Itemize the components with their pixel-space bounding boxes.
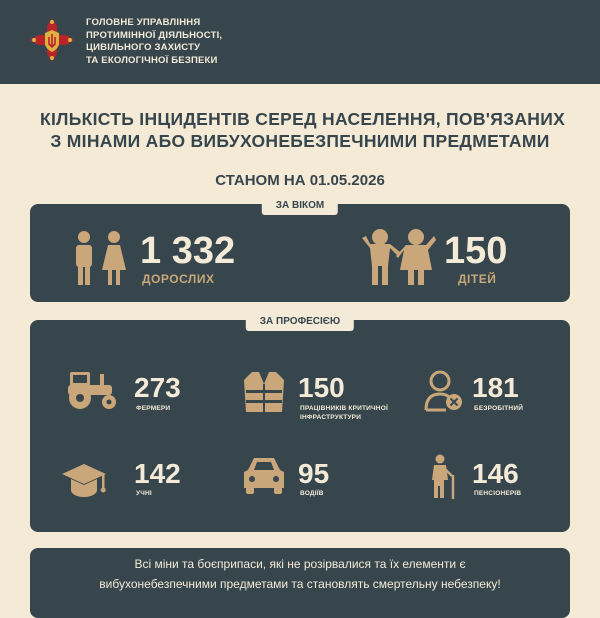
unemployed-label: БЕЗРОБІТНИЙ xyxy=(474,405,524,412)
children-icon xyxy=(360,228,436,286)
header-bar xyxy=(0,0,600,84)
drivers-count: 95 xyxy=(298,458,330,489)
org-line-4: ТА ЕКОЛОГІЧНОЇ БЕЗПЕКИ xyxy=(86,54,218,66)
students-label: УЧНІ xyxy=(136,490,152,497)
elderly-person-icon xyxy=(428,454,458,500)
students-count: 142 xyxy=(134,458,181,489)
age-section-label: ЗА ВІКОМ xyxy=(262,196,338,215)
organization-name xyxy=(86,17,222,67)
drivers-label: ВОДІЇВ xyxy=(300,490,324,497)
safety-vest-icon xyxy=(242,370,286,414)
date-label: СТАНОМ НА 01.05.2026 xyxy=(215,172,385,189)
adults-icon xyxy=(70,230,130,286)
org-line-2: ПРОТИМІННОЇ ДІЯЛЬНОСТІ, xyxy=(86,29,223,41)
adults-count: 1 332 xyxy=(140,230,236,272)
warning-note xyxy=(50,554,550,594)
farmers-count: 273 xyxy=(134,372,181,403)
pensioners-count: 146 xyxy=(472,458,519,489)
warning-panel xyxy=(30,548,570,618)
page-title xyxy=(40,108,566,152)
title-line-2: З МІНАМИ АБО ВИБУХОНЕБЕЗПЕЧНИМИ ПРЕДМЕТАМИ xyxy=(50,131,550,151)
infrastructure-label-line-2: ІНФРАСТРУКТУРИ xyxy=(300,414,362,421)
graduation-cap-icon xyxy=(60,460,108,500)
children-count: 150 xyxy=(444,230,508,272)
infrastructure-label-line-1: ПРАЦІВНИКІВ КРИТИЧНОЇ xyxy=(300,405,388,412)
tractor-icon xyxy=(64,368,120,410)
pensioners-label: ПЕНСІОНЕРІВ xyxy=(474,490,522,497)
infrastructure-count: 150 xyxy=(298,372,345,403)
age-panel xyxy=(30,200,570,302)
org-line-3: ЦИВІЛЬНОГО ЗАХИСТУ xyxy=(86,42,201,53)
car-icon xyxy=(242,454,286,496)
org-line-1: ГОЛОВНЕ УПРАВЛІННЯ xyxy=(86,17,201,28)
children-label: ДІТЕЙ xyxy=(458,272,497,286)
warning-line-1: Всі міни та боєприпаси, які не розірвалися та їх елементи є xyxy=(134,557,466,571)
unemployed-count: 181 xyxy=(472,372,519,403)
title-line-1: КІЛЬКІСТЬ ІНЦИДЕНТІВ СЕРЕД НАСЕЛЕННЯ, ПОВ'ЯЗАНИХ xyxy=(40,109,566,129)
profession-section-label: ЗА ПРОФЕСІЄЮ xyxy=(246,312,354,331)
profession-panel xyxy=(30,316,570,532)
warning-line-2: вибухонебезпечними предметами та становлять смертельну небезпеку! xyxy=(99,577,501,591)
user-x-icon xyxy=(424,370,464,412)
farmers-label: ФЕРМЕРИ xyxy=(136,405,171,412)
emblem-icon xyxy=(28,16,76,64)
adults-label: ДОРОСЛИХ xyxy=(142,272,215,286)
